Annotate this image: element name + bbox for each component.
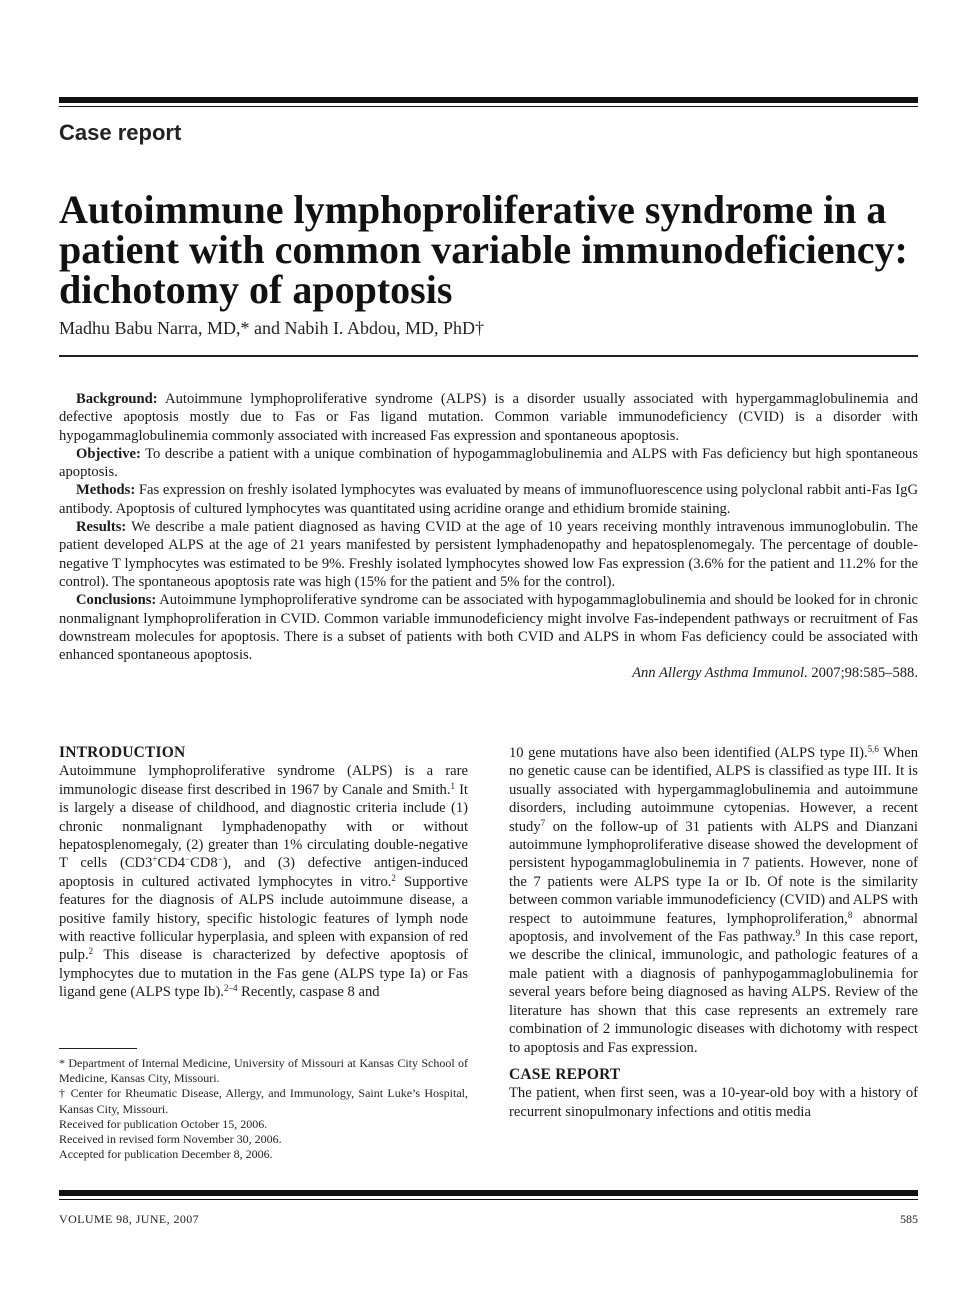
- abstract-conclusions: Conclusions: Autoimmune lymphoproliferative syndrome can be associated with hypogammaglobulinemia and should be looked for in chronic nonmalignant lymphoproliferation in CVID. Common variable immunodeficiency might involve Fas-independent pathways or recruitment of Fas downstream molecules for apoptosis. There is a subset of patients with both CVID and ALPS in whom Fas deficiency could be associated with enhanced spontaneous apoptosis.: [59, 592, 919, 664]
- abstract: [59, 390, 918, 683]
- introduction-continued: 10 gene mutations have also been identified (ALPS type II).$^{5,6}$ When no genetic cause can be identified, ALPS is classified as type III. It is usually associated with hypergammaglobulinemia and autoimmune disorders, including autoimmune cytopenias. However, a recent study$^7$ on the follow-up of 31 patients with ALPS and Dianzani autoimmune lymphoproliferative disease showed the development of persistent hypogammaglobulinemia in 7 patients. However, none of the 7 patients were ALPS type Ia or Ib. Of note is the similarity between common variable immunodeficiency (CVID) and ALPS with respect to autoimmune features, lymphoproliferation,$^8$ abnormal apoptosis, and involvement of the Fas pathway.$^9$ In this case report, we describe the clinical, immunologic, and pathologic features of a male patient with a diagnosis of panhypogammaglobulinemia for several years before being diagnosed as having ALPS. Review of the literature has shown that this case represents an extremely rare combination of 2 immunologic diseases with dichotomy with respect to apoptosis and Fas expression.: [509, 744, 918, 1056]
- case-report-paragraph: The patient, when first seen, was a 10-year-old boy with a history of recurrent sinopulmonary infections and otitis media: [509, 1085, 918, 1120]
- abstract-results: Results: We describe a male patient diagnosed as having CVID at the age of 10 years receiving monthly intravenous immunoglobulin. The patient developed ALPS at the age of 21 years manifested by persistent lymphadenopathy and hepatosplenomegaly. The percentage of double-negative T lymphocytes was estimated to be 9%. Freshly isolated lymphocytes showed low Fas expression (3.6% for the patient and 11.2% for the control). The spontaneous apoptosis rate was high (15% for the patient and 5% for the control).: [59, 519, 918, 590]
- article-title: Autoimmune lymphoproliferative syndrome in a patient with common variable immunodeficiency: dichotomy of apoptosis: [59, 187, 908, 312]
- accepted-date: Accepted for publication December 8, 2006.: [59, 1147, 273, 1162]
- footnotes: [59, 1056, 468, 1162]
- top-thick-rule: [59, 97, 918, 103]
- volume-info: VOLUME 98, JUNE, 2007: [59, 1212, 200, 1226]
- right-column: [509, 744, 918, 1121]
- abstract-background: Background: Autoimmune lymphoproliferative syndrome (ALPS) is a disorder usually associated with hypergammaglobulinemia and defective apoptosis mostly due to Fas or Fas ligand mutation. Common variable immunodeficiency (CVID) is a disorder with hypogammaglobulinemia commonly associated with increased Fas expression and spontaneous apoptosis.: [59, 391, 918, 444]
- bottom-thick-rule: [59, 1190, 918, 1196]
- citation: Ann Allergy Asthma Immunol. 2007;98:585–588.: [632, 665, 918, 682]
- abstract-methods: Methods: Fas expression on freshly isolated lymphocytes was evaluated by means of immunofluorescence using polyclonal rabbit anti-Fas IgG antibody. Apoptosis of cultured lymphocytes was quantitated using acridine orange and ethidium bromide staining.: [59, 482, 918, 517]
- case-report-heading: CASE REPORT: [509, 1065, 621, 1083]
- affiliation-1: * Department of Internal Medicine, University of Missouri at Kansas City School of Medicine, Kansas City, Missouri.: [59, 1056, 468, 1086]
- page-number: 585: [900, 1212, 918, 1226]
- author-line: Madhu Babu Narra, MD,* and Nabih I. Abdou, MD, PhD†: [59, 318, 484, 338]
- footnote-divider: [59, 1048, 137, 1049]
- introduction-paragraph: Autoimmune lymphoproliferative syndrome (ALPS) is a rare immunologic disease first described in 1967 by Canale and Smith.$^1$ It is largely a disease of childhood, and diagnostic criteria include (1) chronic nonmalignant lymphadenopathy with or without hepatosplenomegaly, (2) greater than 1% circulating double-negative T cells (CD3+CD4−CD8−), and (3) defective antigen-induced apoptosis in cultured activated lymphocytes in vitro.$^2$ Supportive features for the diagnosis of ALPS include autoimmune disease, a positive family history, specific histologic features of lymph node with reactive follicular hyperplasia, and spleen with expansion of red pulp.$^2$ This disease is characterized by defective apoptosis of lymphocytes due to mutation in the Fas gene (ALPS type Ia) or Fas ligand gene (ALPS type Ib).$^{2-4}$ Recently, caspase 8 and: [59, 763, 469, 1001]
- top-thin-rule: [59, 106, 918, 107]
- left-column: [59, 744, 468, 1002]
- abstract-objective: Objective: To describe a patient with a unique combination of hypogammaglobulinemia and ALPS with Fas deficiency but high spontaneous apoptosis.: [59, 445, 918, 481]
- section-label: Case report: [59, 120, 182, 145]
- received-date: Received for publication October 15, 2006.: [59, 1116, 268, 1131]
- revised-date: Received in revised form November 30, 2006.: [59, 1132, 282, 1147]
- title-divider: [59, 355, 918, 357]
- introduction-heading: INTRODUCTION: [59, 744, 186, 761]
- affiliation-2: † Center for Rheumatic Disease, Allergy, and Immunology, Saint Luke’s Hospital, Kansas City, Missouri.: [59, 1086, 468, 1116]
- bottom-thin-rule: [59, 1199, 918, 1200]
